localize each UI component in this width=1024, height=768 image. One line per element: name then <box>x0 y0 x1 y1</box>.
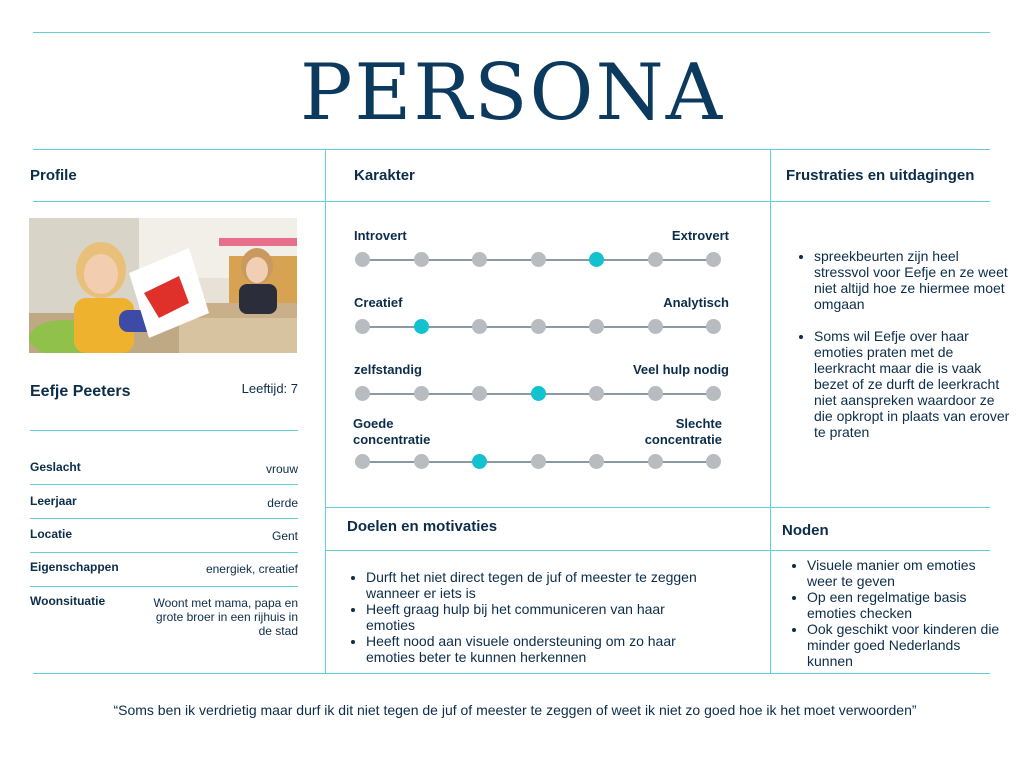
field-label: Woonsituatie <box>30 594 106 608</box>
list-item: • Visuele manier om emoties weer te geven <box>807 557 1007 589</box>
list-item: • Op een regelmatige basis emoties checken <box>807 589 1007 621</box>
slider-dot <box>355 252 370 267</box>
slider-dot <box>589 454 604 469</box>
profile-photo <box>29 218 297 353</box>
slider-dot <box>648 386 663 401</box>
field-label: Geslacht <box>30 460 81 474</box>
slider-dot <box>648 454 663 469</box>
slider-dot <box>414 252 429 267</box>
header-rule-left <box>33 201 990 202</box>
field-row-locatie <box>30 527 298 551</box>
bottom-rule <box>33 673 990 674</box>
slider-dot <box>472 386 487 401</box>
noden-heading: Noden <box>782 522 829 539</box>
field-row-geslacht <box>30 460 298 484</box>
slider-dot <box>648 252 663 267</box>
slider-dot <box>355 319 370 334</box>
slider-dot <box>472 252 487 267</box>
slider-dot-selected <box>472 454 487 469</box>
top-rule <box>33 32 990 33</box>
field-value: energiek, creatief <box>205 562 298 576</box>
slider-dot <box>531 252 546 267</box>
field-value: derde <box>267 496 298 510</box>
field-row-eigenschappen <box>30 560 298 584</box>
profile-heading: Profile <box>30 167 77 184</box>
slider-dot <box>531 454 546 469</box>
slider-left-label: Introvert <box>354 228 407 243</box>
slider-dot <box>706 319 721 334</box>
doelen-heading: Doelen en motivaties <box>347 518 498 535</box>
slider-dot-selected <box>589 252 604 267</box>
slider-dot <box>355 454 370 469</box>
profile-name-rule <box>30 430 298 431</box>
slider-dot <box>706 454 721 469</box>
slider-dot <box>414 454 429 469</box>
slider-dot-selected <box>531 386 546 401</box>
field-row-leerjaar <box>30 494 298 518</box>
column-divider-2 <box>770 149 771 674</box>
slider-dot <box>706 252 721 267</box>
slider-right-label: Veel hulp nodig <box>632 362 729 377</box>
list-item: • Soms wil Eefje over haar emoties praten met de leerkracht maar die is vaak bezet of ze durft de leerkracht niet aanspreken waardoor ze die opkropt in plaats van erover te praten <box>814 328 1014 440</box>
slider-dot-selected <box>414 319 429 334</box>
column-divider-1 <box>325 149 326 674</box>
field-divider <box>30 586 298 587</box>
field-value: vrouw <box>265 462 298 476</box>
slider-dot <box>706 386 721 401</box>
field-divider <box>30 552 298 553</box>
field-label: Locatie <box>30 527 73 541</box>
karakter-heading: Karakter <box>354 167 415 184</box>
slider-left-label: Creatief <box>354 295 403 310</box>
list-item: • Durft het niet direct tegen de juf of meester te zeggen wanneer er iets is <box>366 569 711 601</box>
slider-dot <box>531 319 546 334</box>
doelen-header-rule <box>325 550 990 551</box>
field-label: Leerjaar <box>30 494 77 508</box>
slider-dot <box>355 386 370 401</box>
list-item: • Ook geschikt voor kinderen die minder goed Nederlands kunnen <box>807 621 1007 669</box>
noden-list <box>789 557 1007 669</box>
field-divider <box>30 484 298 485</box>
persona-age: Leeftijd: 7 <box>241 381 298 396</box>
slider-dot <box>589 319 604 334</box>
list-item: • spreekbeurten zijn heel stressvol voor Eefje en ze weet niet altijd hoe ze hiermee moet omgaan <box>814 248 1014 312</box>
frustraties-heading: Frustraties en uitdagingen <box>786 167 975 184</box>
field-divider <box>30 518 298 519</box>
list-item: • Heeft nood aan visuele ondersteuning om zo haar emoties beter te kunnen herkennen <box>366 633 711 665</box>
field-label: Eigenschappen <box>30 560 119 574</box>
middle-rule <box>325 507 990 508</box>
slider-dot <box>648 319 663 334</box>
slider-right-label: Extrovert <box>671 228 729 243</box>
field-value: Woont met mama, papa en grote broer in een rijhuis in de stad <box>153 596 298 638</box>
slider-left-label: zelfstandig <box>354 362 422 377</box>
slider-left-label: Goede concentratie <box>353 416 431 447</box>
field-row-woonsituatie <box>30 594 298 644</box>
title-rule <box>33 149 990 150</box>
list-item: • Heeft graag hulp bij het communiceren van haar emoties <box>366 601 711 633</box>
persona-quote: “Soms ben ik verdrietig maar durf ik dit niet tegen de juf of meester te zeggen of weet ik niet zo goed hoe ik het moet verwoorden” <box>113 702 917 718</box>
slider-right-label: Slechte concentratie <box>644 416 722 447</box>
slider-right-label: Analytisch <box>663 295 729 310</box>
slider-dot <box>472 319 487 334</box>
slider-dot <box>589 386 604 401</box>
field-value: Gent <box>271 529 298 543</box>
doelen-list <box>348 569 711 665</box>
page-title: PERSONA <box>299 48 725 138</box>
slider-dot <box>414 386 429 401</box>
frustraties-list <box>796 248 1014 440</box>
persona-name: Eefje Peeters <box>30 383 131 400</box>
